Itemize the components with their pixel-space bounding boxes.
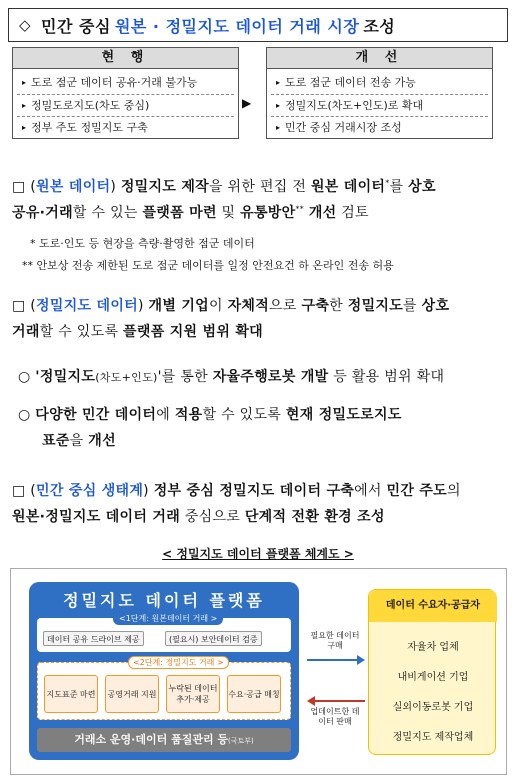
right-arrow-icon: [305, 654, 367, 666]
para-line: 거래할 수 있도록 플랫폼 지원 범위 확대: [12, 324, 263, 340]
list-item: ▸ 민간 중심 거래시장 조성: [271, 116, 488, 138]
demand-item: 내비게이션 기업: [397, 672, 469, 683]
footnote-2: ** 안보상 전송 제한된 도로 점군 데이터를 일정 안전요건 하 온라인 전송 허용: [22, 259, 394, 272]
current-title: 현 행: [12, 47, 239, 69]
list-item: ▸ 정밀도로지도(차도 중심): [17, 94, 234, 116]
current-list: [12, 69, 239, 139]
left-arrow-icon: [305, 695, 367, 707]
operations-bar: 거래소 운영·데이터 품질관리 등(국토부): [37, 728, 291, 752]
list-item: ▸ 도로 점군 데이터 공유·거래 불가능: [17, 72, 234, 94]
para-line: □ (민간 중심 생태계) 정부 중심 정밀지도 데이터 구축에서 민간 주도의: [12, 483, 461, 499]
improved-title: 개 선: [266, 47, 493, 69]
stage2-item: 수요·공급 매칭: [227, 675, 281, 713]
demand-title: 데이터 수요자·공급자: [369, 590, 497, 622]
section-ecosystem: [12, 478, 508, 530]
demand-box: [368, 589, 496, 755]
section-hd-map-data: [12, 293, 508, 345]
stage1-box: [37, 614, 291, 652]
para-line: □ (원본 데이터) 정밀지도 제작을 위한 편집 전 원본 데이터*를 상호: [12, 178, 436, 195]
stage2-item: 지도표준 마련: [44, 675, 98, 713]
header-suffix: 조성: [363, 16, 396, 36]
bullet-robot: ○ '정밀지도(차도+인도)'를 통한 자율주행로봇 개발 등 활용 범위 확대: [18, 369, 445, 385]
para-line: □ (정밀지도 데이터) 개별 기업이 자체적으로 구축한 정밀지도를 상호: [12, 298, 450, 314]
bullet-icon: ▸: [21, 78, 26, 87]
header-highlight: 원본 · 정밀지도 데이터 거래 시장: [114, 16, 360, 36]
improved-column: [266, 47, 493, 139]
diagram-caption: < 정밀지도 데이터 플랫폼 체계도 >: [162, 547, 354, 561]
stage1-item: 데이터 공유 드라이브 제공: [43, 631, 144, 646]
stage2-item: 공영거래 지원: [105, 675, 159, 713]
section-header: [8, 8, 508, 42]
demand-item: 자율차 업체: [407, 642, 459, 653]
para-line: 원본·정밀지도 데이터 거래 중심으로 단계적 전환 환경 조성: [12, 509, 385, 525]
section-original-data: [12, 174, 508, 226]
stage1-label: <1단계: 원본데이터 거래 >: [113, 612, 223, 625]
right-arrow-icon: ▶: [242, 96, 252, 110]
bullet-icon: ▸: [275, 78, 280, 87]
demand-item: 정밀지도 제작업체: [392, 732, 474, 743]
para-line: 공유·거래할 수 있는 플랫폼 마련 및 유통방안** 개선 검토: [12, 204, 369, 221]
bullet-icon: ▸: [275, 100, 280, 110]
list-item: ▸ 도로 점군 데이터 전송 가능: [271, 72, 488, 94]
demand-item: 실외이동로봇 기업: [392, 702, 474, 713]
para-line: ○ 다양한 민간 데이터에 적용할 수 있도록 현재 정밀도로지도: [18, 407, 402, 423]
para-line: 표준을 개선: [42, 433, 116, 449]
arrow-bottom-label: 업데이트한 데이터 판매: [310, 707, 360, 726]
stage2-item: 누락된 데이터 추가·제공: [166, 675, 220, 713]
bullet-standard: [18, 402, 514, 454]
improved-list: [266, 69, 493, 139]
stage2-box: [37, 658, 291, 720]
current-column: [12, 47, 239, 139]
diamond-icon: ◇: [19, 16, 32, 34]
platform-title: 정밀지도 데이터 플랫폼: [63, 591, 265, 610]
stage1-item: (필요시) 보안데이터 검증: [165, 631, 262, 646]
footnote-1: * 도로·인도 등 현장을 측량·촬영한 점군 데이터: [30, 237, 255, 250]
list-item: ▸ 정부 주도 정밀지도 구축: [17, 116, 234, 138]
bullet-icon: ▸: [21, 122, 26, 132]
platform-box: [29, 582, 299, 760]
arrow-top-label: 필요한 데이터 구매: [310, 631, 360, 650]
bullet-icon: ▸: [275, 122, 280, 132]
platform-diagram: [10, 568, 507, 775]
list-item: ▸ 정밀지도(차도+인도)로 확대: [271, 94, 488, 116]
bullet-icon: ▸: [21, 100, 26, 110]
header-prefix: 민간 중심: [41, 16, 111, 36]
stage2-label: <2단계: 정밀지도 거래 >: [128, 656, 229, 669]
